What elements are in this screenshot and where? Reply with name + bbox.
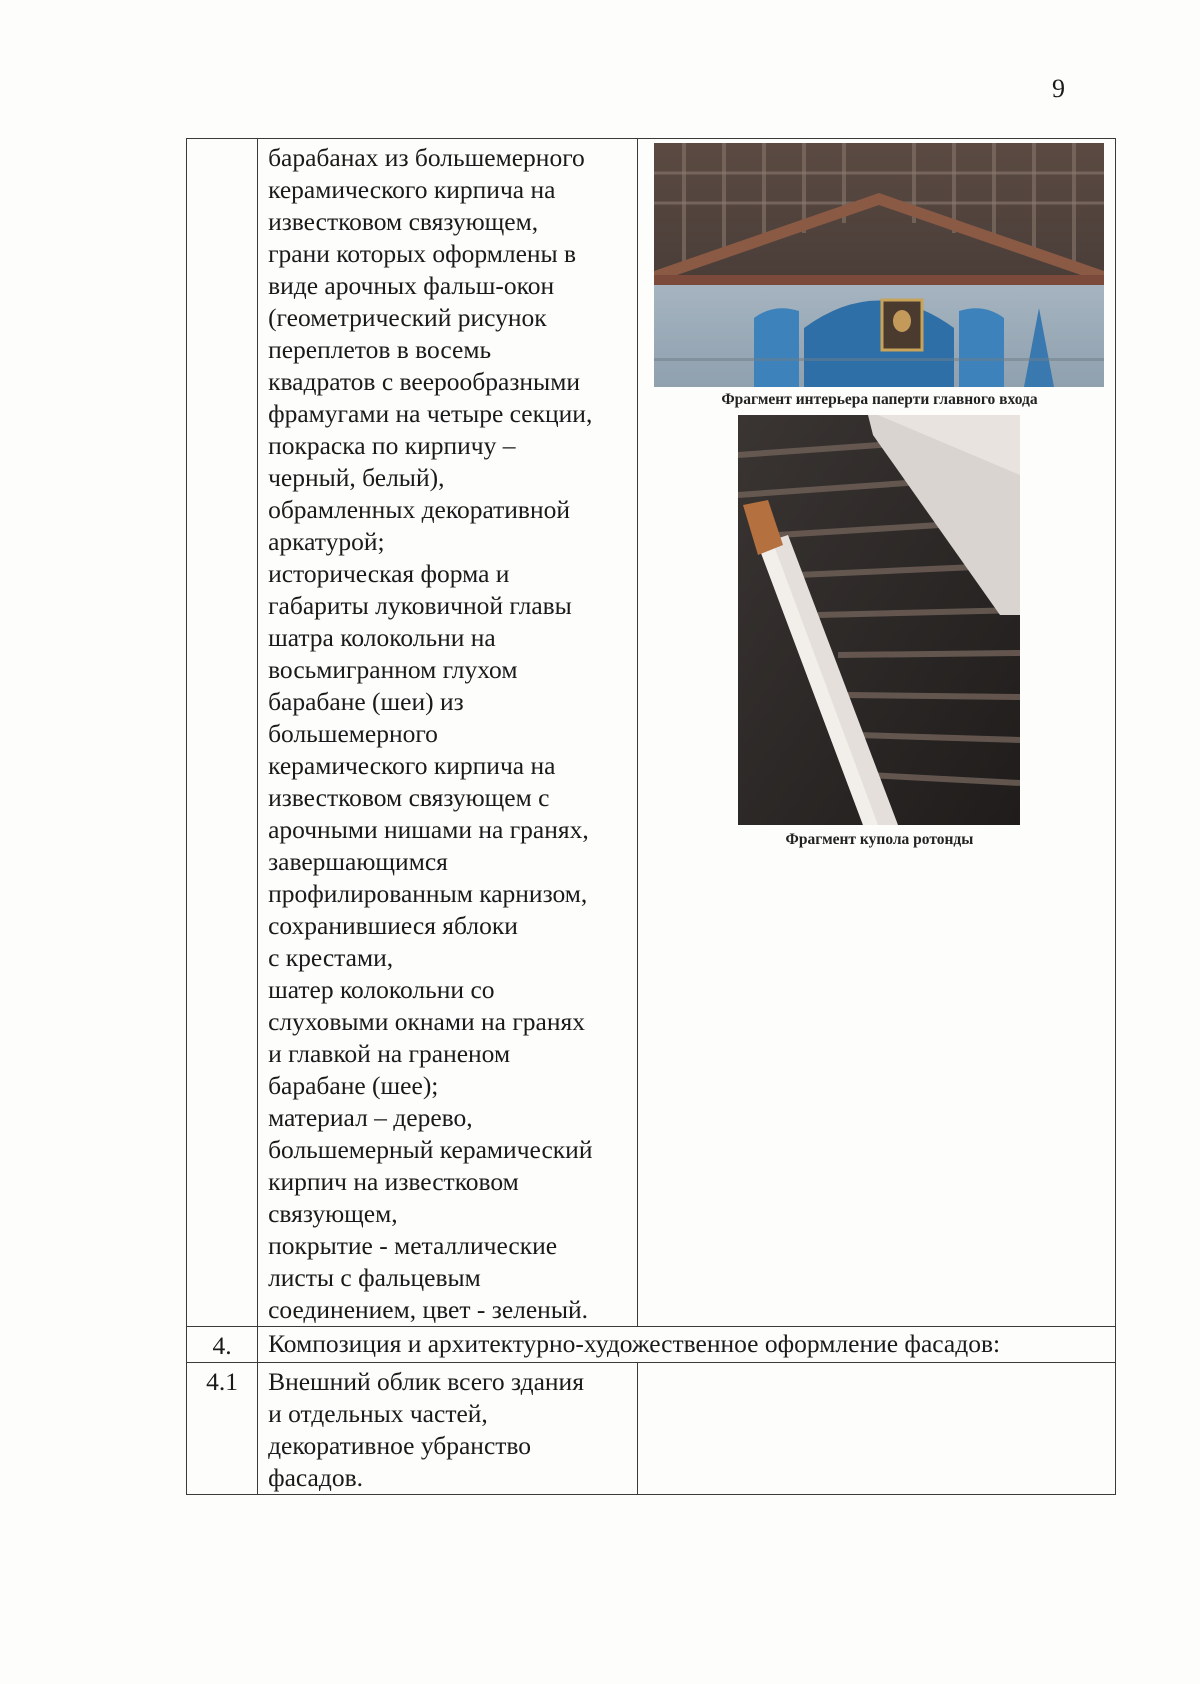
section-title: Композиция и архитектурно-художественное оформление фасадов:: [268, 1329, 1001, 1358]
rotunda-dome-image: [738, 415, 1020, 825]
table-row: [187, 139, 1116, 1327]
row-number-cell: [187, 1363, 258, 1495]
rotunda-dome-caption: Фрагмент купола ротонды: [785, 831, 974, 848]
porch-interior-caption: Фрагмент интерьера паперти главного входа: [721, 391, 1038, 408]
protection-subject-table: [186, 138, 1116, 1495]
table-row: [187, 1363, 1116, 1495]
page-number: 9: [1052, 74, 1065, 103]
subsection-text: Внешний облик всего здания и отдельных частей, декоративное убранство фасадов.: [268, 1367, 584, 1492]
section-title-cell: [258, 1327, 1116, 1363]
subsection-number: 4.1: [206, 1367, 238, 1396]
row-number-cell: [187, 139, 258, 1327]
image-cell: [638, 139, 1116, 1327]
description-cell: [258, 139, 638, 1327]
image-cell: [638, 1363, 1116, 1495]
description-cell: [258, 1363, 638, 1495]
porch-interior-photo: [654, 143, 1104, 387]
table-row: [187, 1327, 1116, 1363]
rotunda-dome-photo: [738, 415, 1020, 825]
section-number: 4.: [212, 1331, 232, 1360]
porch-interior-image: [654, 143, 1104, 387]
continuation-text: барабанах из большемерного керамического кирпича на известковом связующем, грани которых оформлены в виде арочных фальш-окон (геометрический рисунок переплетов в восемь квадратов с веерообразными фрамугами на четыре секции, покраска по кирпичу – черный, белый), обрамленных декоративной аркатурой; историческая форма и габариты луковичной главы шатра колокольни на восьмигранном глухом барабане (шеи) из большемерного керамического кирпича на известковом связующем с арочными нишами на гранях, завершающимся профилированным карнизом, сохранившиеся яблоки с крестами, шатер колокольни со слуховыми окнами на гранях и главкой на граненом барабане (шее); материал – дерево, большемерный керамический кирпич на известковом связующем, покрытие - металлические листы с фальцевым соединением, цвет - зеленый.: [268, 143, 593, 1324]
row-number-cell: [187, 1327, 258, 1363]
